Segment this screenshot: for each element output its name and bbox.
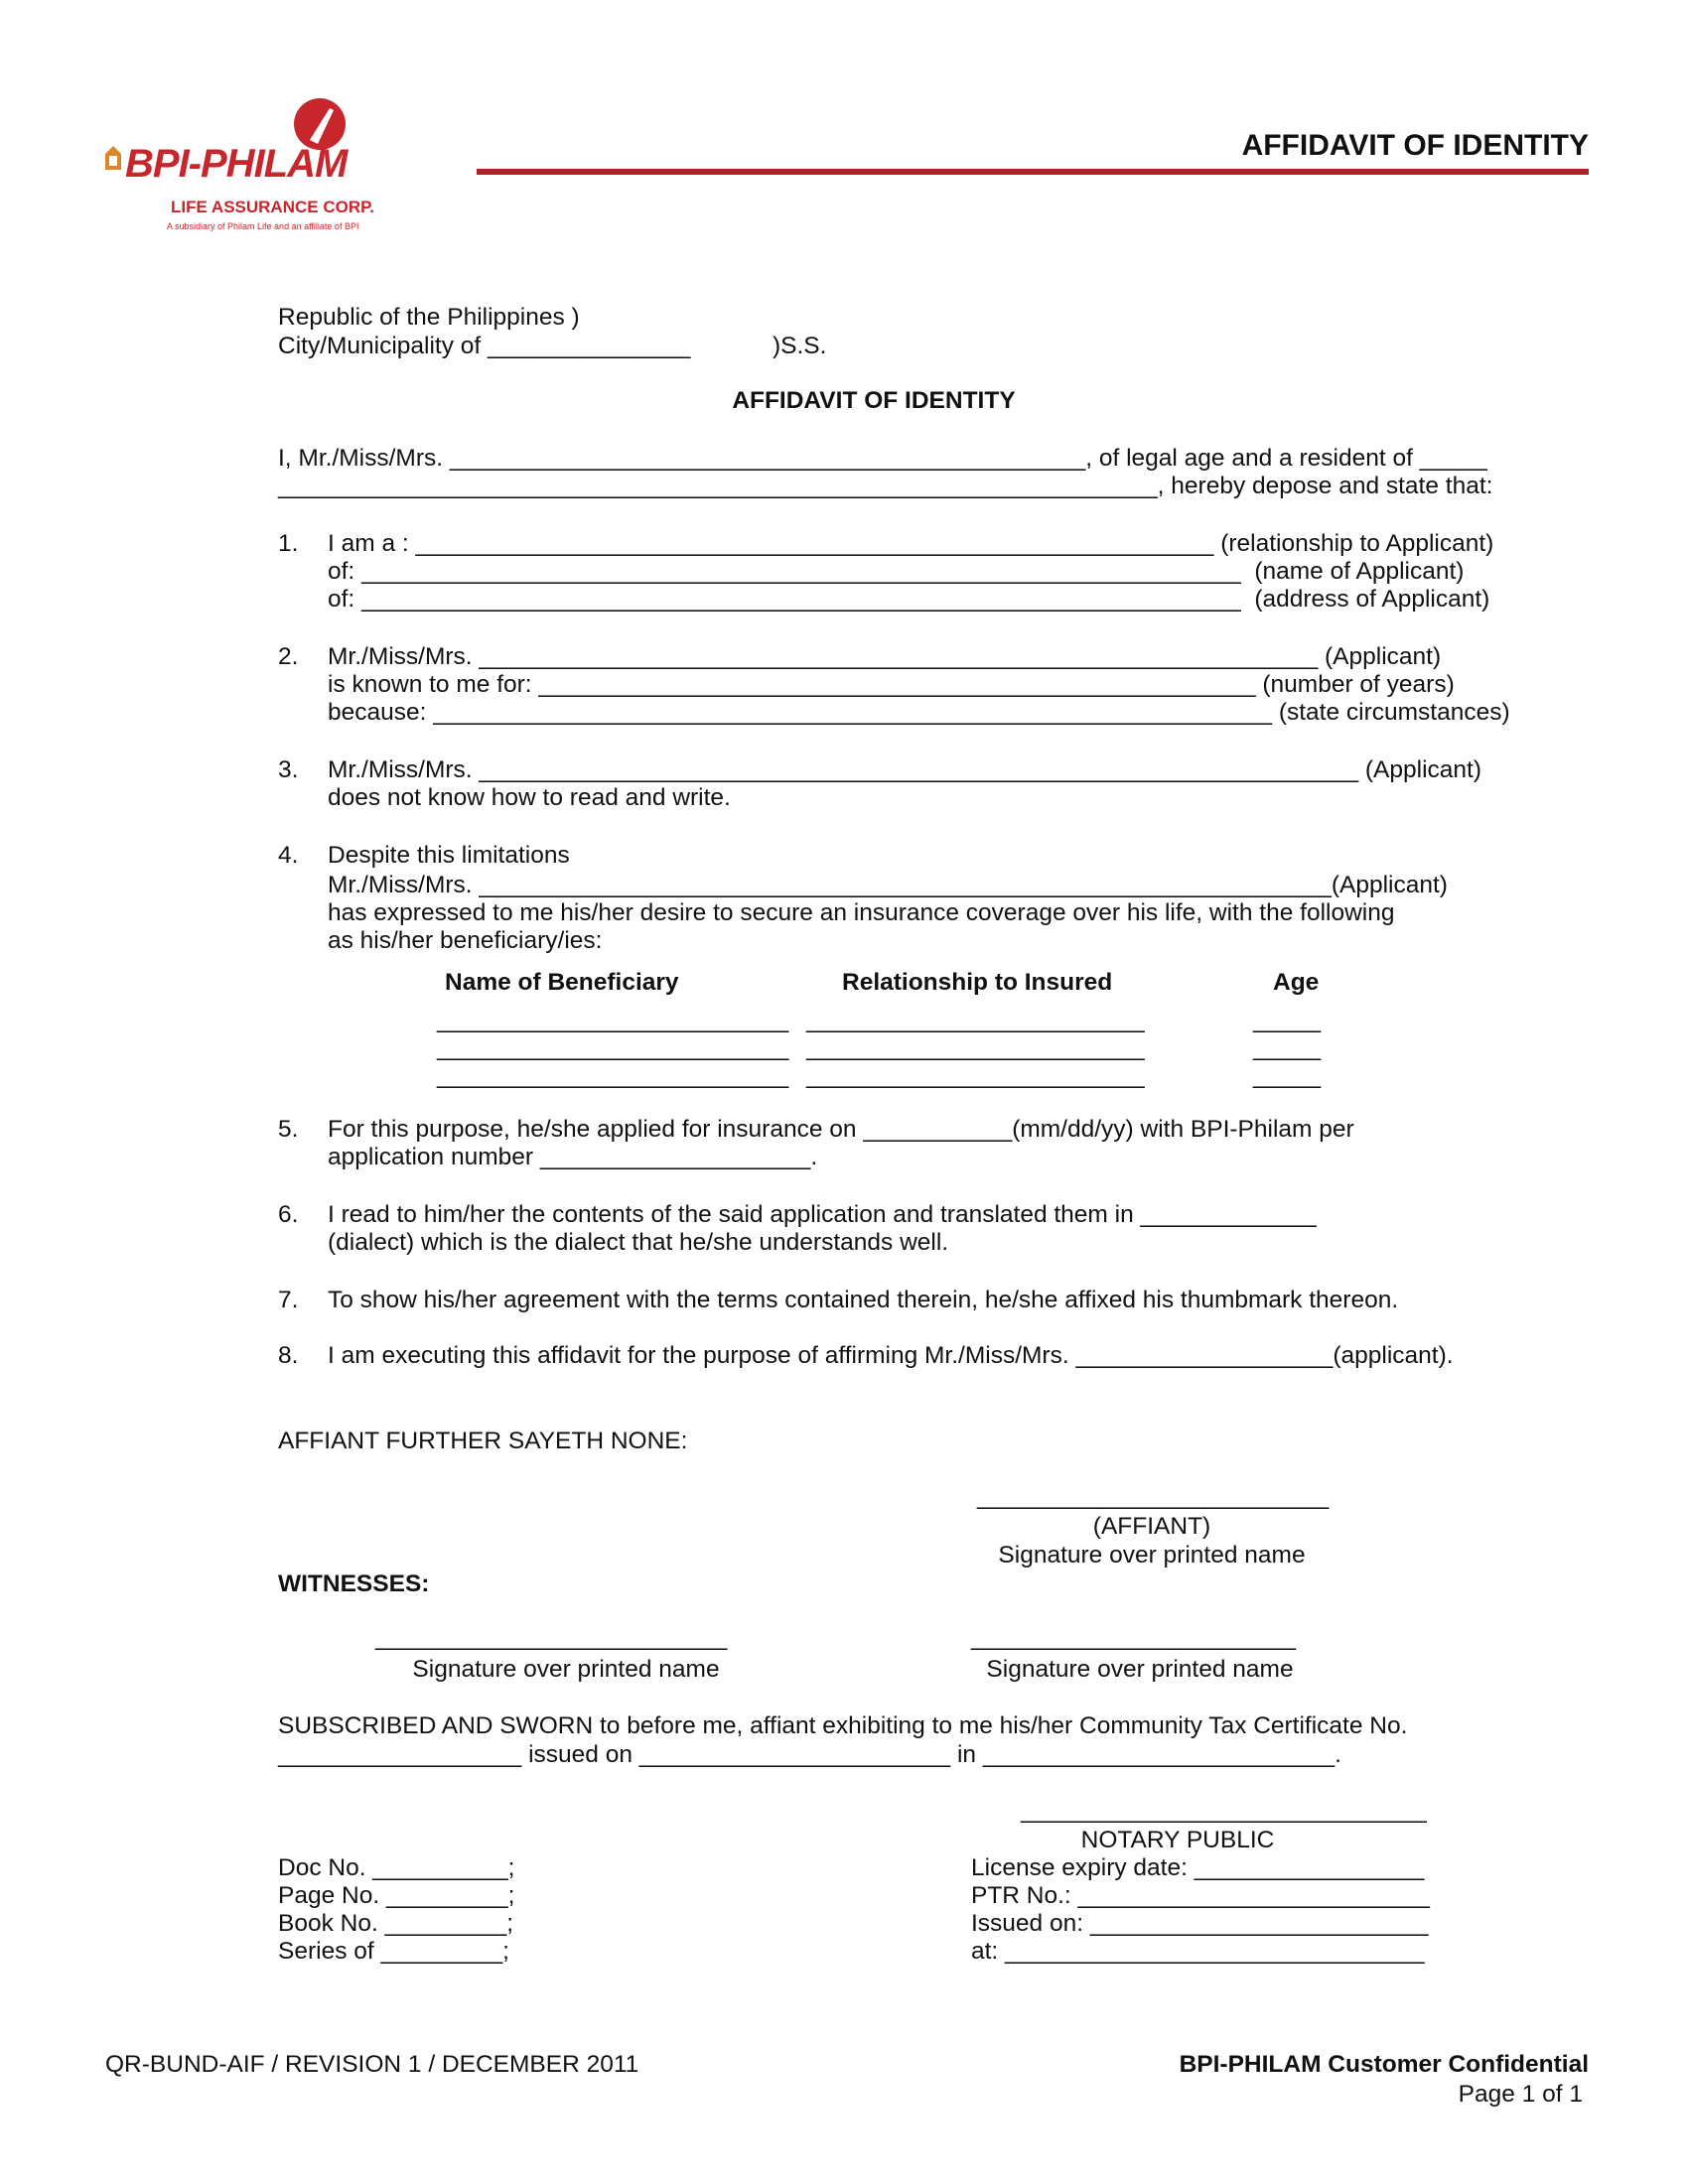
item-number: 6. [278, 1201, 299, 1228]
item-7-line-1: To show his/her agreement with the terms contained therein, he/she affixed his thumbmark thereon. [328, 1287, 1399, 1313]
sworn-statement-line-2: __________________ issued on _______________________ in __________________________. [278, 1741, 1341, 1768]
item-number: 2. [278, 643, 299, 670]
witness-2-signature-line[interactable]: ________________________ [971, 1624, 1297, 1651]
item-2-line-3: because: ______________________________________________________________ (state circumstances) [328, 699, 1510, 726]
item-number: 5. [278, 1116, 299, 1143]
affiant-further-sayeth: AFFIANT FURTHER SAYETH NONE: [278, 1428, 688, 1454]
beneficiary-name-field[interactable]: __________________________ [437, 1062, 789, 1089]
item-3-line-1: Mr./Miss/Mrs. _________________________________________________________________ (Applicant) [328, 756, 1482, 783]
item-6-line-2: (dialect) which is the dialect that he/she understands well. [328, 1229, 949, 1256]
affiant-signature-line[interactable]: __________________________ [977, 1483, 1330, 1510]
notary-issued-at: at: _______________________________ [971, 1938, 1425, 1965]
series-number: Series of _________; [278, 1938, 509, 1965]
item-6-line-1: I read to him/her the contents of the said application and translated them in _____________ [328, 1201, 1317, 1228]
document-title: AFFIDAVIT OF IDENTITY [732, 387, 1016, 414]
venue-republic: Republic of the Philippines ) [278, 304, 580, 331]
sworn-statement-line-1: SUBSCRIBED AND SWORN to before me, affiant exhibiting to me his/her Community Tax Certificate No. [278, 1712, 1408, 1739]
item-number: 1. [278, 530, 299, 557]
column-header-name: Name of Beneficiary [445, 969, 679, 996]
item-1-line-1: I am a : ___________________________________________________________ (relationship to Applicant) [328, 530, 1494, 557]
item-4-line-3: has expressed to me his/her desire to secure an insurance coverage over his life, with the following [328, 899, 1395, 926]
notary-license-expiry: License expiry date: _________________ [971, 1854, 1425, 1881]
beneficiary-name-field[interactable]: __________________________ [437, 1034, 789, 1061]
footer-page-number: Page 1 of 1 [1458, 2081, 1583, 2108]
item-3-line-2: does not know how to read and write. [328, 784, 731, 811]
item-5-line-2: application number ____________________. [328, 1144, 818, 1170]
beneficiary-name-field[interactable]: __________________________ [437, 1007, 789, 1033]
beneficiary-age-field[interactable]: _____ [1253, 1007, 1322, 1033]
footer-revision: QR-BUND-AIF / REVISION 1 / DECEMBER 2011 [105, 2051, 639, 2078]
item-5-line-1: For this purpose, he/she applied for insurance on ___________(mm/dd/yy) with BPI-Philam per [328, 1116, 1354, 1143]
item-4-line-1: Despite this limitations [328, 842, 570, 869]
notary-issued-on: Issued on: _________________________ [971, 1910, 1429, 1937]
logo-brand: BPI-PHILAM [125, 142, 348, 186]
company-logo [99, 94, 467, 243]
header-title: AFFIDAVIT OF IDENTITY [1241, 129, 1589, 162]
footer-confidential: BPI-PHILAM Customer Confidential [1179, 2051, 1589, 2078]
witness-1-signature-caption: Signature over printed name [412, 1656, 720, 1683]
venue-ss: )S.S. [773, 333, 827, 359]
logo-tagline: A subsidiary of Philam Life and an affiliate of BPI [167, 221, 359, 231]
beneficiary-age-field[interactable]: _____ [1253, 1062, 1322, 1089]
intro-line-2: _________________________________________________________________, hereby depose and state that: [278, 473, 1493, 499]
item-number: 4. [278, 842, 299, 869]
item-1-line-3: of: _________________________________________________________________ (address of Applicant) [328, 586, 1490, 613]
notary-signature-line[interactable]: ______________________________ [1021, 1797, 1427, 1824]
beneficiary-relationship-field[interactable]: _________________________ [806, 1062, 1145, 1089]
item-2-line-1: Mr./Miss/Mrs. ______________________________________________________________ (Applicant) [328, 643, 1442, 670]
affiant-label: (AFFIANT) [1092, 1513, 1211, 1540]
witness-1-signature-line[interactable]: __________________________ [375, 1624, 728, 1651]
venue-city: City/Municipality of _______________ [278, 333, 691, 359]
notary-public-label: NOTARY PUBLIC [1080, 1827, 1275, 1853]
doc-number: Doc No. __________; [278, 1854, 515, 1881]
affiant-signature-caption: Signature over printed name [998, 1542, 1306, 1569]
item-number: 8. [278, 1342, 299, 1369]
beneficiary-relationship-field[interactable]: _________________________ [806, 1007, 1145, 1033]
item-2-line-2: is known to me for: _____________________________________________________ (number of years) [328, 671, 1455, 698]
item-number: 7. [278, 1287, 299, 1313]
item-4-line-2: Mr./Miss/Mrs. _______________________________________________________________(Applicant) [328, 872, 1448, 898]
header-divider [477, 169, 1589, 175]
item-number: 3. [278, 756, 299, 783]
intro-line-1: I, Mr./Miss/Mrs. _______________________________________________, of legal age and a resident of _____ [278, 445, 1487, 472]
page-number: Page No. _________; [278, 1882, 515, 1909]
item-1-line-2: of: _________________________________________________________________ (name of Applicant) [328, 558, 1465, 585]
notary-ptr-number: PTR No.: __________________________ [971, 1882, 1430, 1909]
beneficiary-age-field[interactable]: _____ [1253, 1034, 1322, 1061]
logo-subtitle: LIFE ASSURANCE CORP. [171, 198, 374, 216]
item-4-line-4: as his/her beneficiary/ies: [328, 927, 603, 954]
item-8-line-1: I am executing this affidavit for the purpose of affirming Mr./Miss/Mrs. ___________________(applicant). [328, 1342, 1454, 1369]
beneficiary-relationship-field[interactable]: _________________________ [806, 1034, 1145, 1061]
column-header-relationship: Relationship to Insured [842, 969, 1113, 996]
witnesses-heading: WITNESSES: [278, 1570, 430, 1597]
witness-2-signature-caption: Signature over printed name [986, 1656, 1294, 1683]
book-number: Book No. _________; [278, 1910, 514, 1937]
column-header-age: Age [1273, 969, 1320, 996]
